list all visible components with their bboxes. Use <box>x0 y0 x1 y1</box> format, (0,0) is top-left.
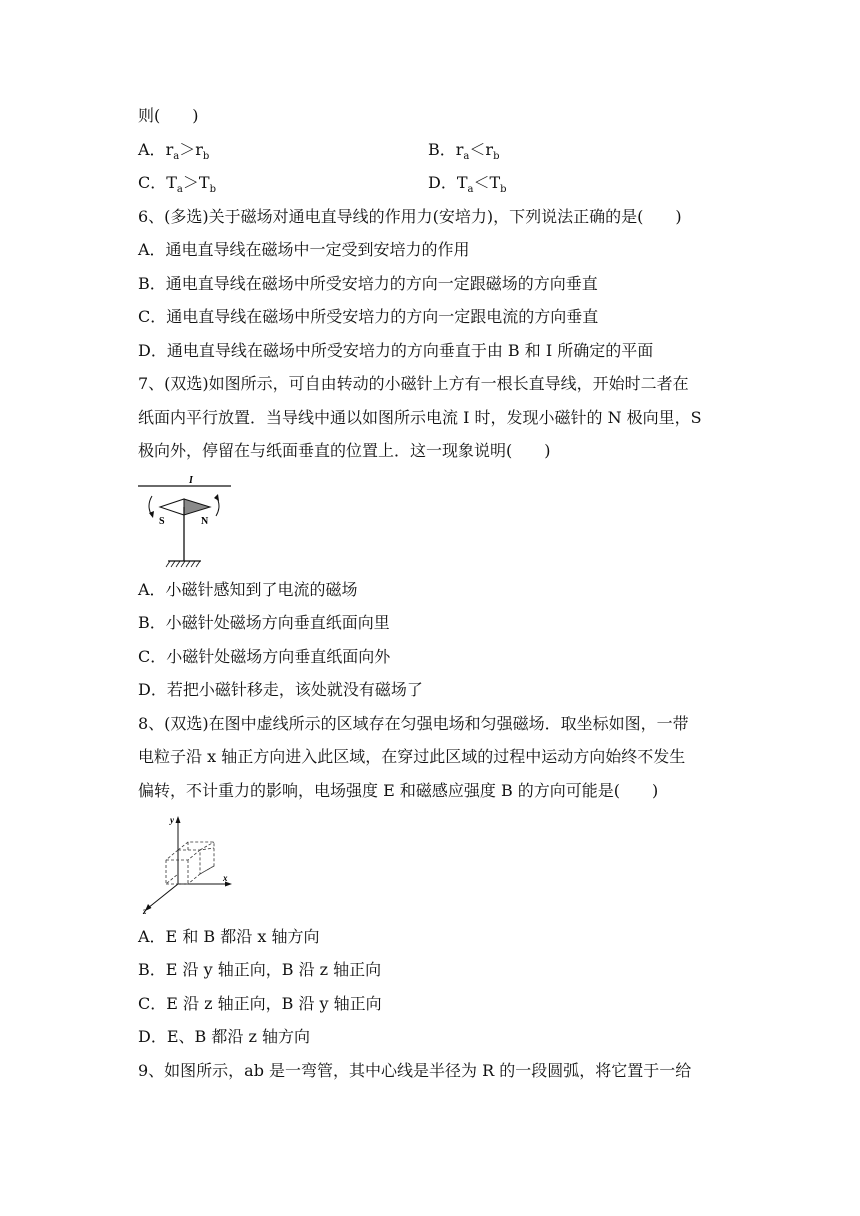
q5-option-b: B．$r_a<r_b$ <box>428 140 500 162</box>
needle-north-half <box>184 499 210 515</box>
dashed-box <box>166 842 214 884</box>
q7-compass-figure <box>138 474 238 570</box>
q7-option-a: A．小磁针感知到了电流的磁场 <box>138 580 358 599</box>
north-pole-label: N <box>201 516 209 527</box>
y-arrow <box>176 816 181 823</box>
option-letter: C． <box>138 173 167 192</box>
option-letter: A． <box>138 140 166 159</box>
q6-option-a: A．通电直导线在磁场中一定受到安培力的作用 <box>138 240 470 259</box>
south-pole-label: S <box>159 516 165 527</box>
q8-option-c: C．E 沿 z 轴正向，B 沿 y 轴正向 <box>138 994 382 1013</box>
q5-option-d: D．$T_a<T_b$ <box>428 173 507 195</box>
y-axis-label: y <box>170 815 174 825</box>
option-letter: D． <box>428 173 457 192</box>
q8-coordinate-figure <box>138 812 238 916</box>
q8-option-d: D．E、B 都沿 z 轴方向 <box>138 1027 310 1046</box>
q7-stem-line-1: 7、(双选)如图所示，可自由转动的小磁针上方有一根长直导线，开始时二者在 <box>138 374 689 393</box>
q5-option-a: A．$r_a>r_b$ <box>138 140 210 162</box>
q7-option-d: D．若把小磁针移走，该处就没有磁场了 <box>138 680 423 699</box>
x-axis-label: x <box>223 873 228 883</box>
base-hatch <box>166 561 200 567</box>
q6-stem: 6、(多选)关于磁场对通电直导线的作用力(安培力)，下列说法正确的是( ) <box>138 207 682 226</box>
q7-stem-line-3: 极向外，停留在与纸面垂直的位置上．这一现象说明( ) <box>138 441 551 460</box>
needle-south-half <box>160 499 184 515</box>
z-axis-label: z <box>143 906 147 916</box>
z-axis <box>148 884 178 908</box>
q9-stem-line-1: 9、如图所示，ab 是一弯管，其中心线是半径为 R 的一段圆弧，将它置于一给 <box>138 1061 692 1080</box>
q6-option-d: D．通电直导线在磁场中所受安培力的方向垂直于由 B 和 I 所确定的平面 <box>138 341 654 360</box>
q5-option-c: C．$T_a>T_b$ <box>138 173 216 195</box>
q8-option-b: B．E 沿 y 轴正向，B 沿 z 轴正向 <box>138 960 382 979</box>
q5-stem-tail: 则( ) <box>138 106 199 125</box>
q6-option-b: B．通电直导线在磁场中所受安培力的方向一定跟磁场的方向垂直 <box>138 274 598 293</box>
q8-option-a: A．E 和 B 都沿 x 轴方向 <box>138 927 320 946</box>
option-letter: B． <box>428 140 456 159</box>
q8-stem-line-2: 电粒子沿 x 轴正方向进入此区域，在穿过此区域的过程中运动方向始终不发生 <box>138 747 686 766</box>
q7-stem-line-2: 纸面内平行放置．当导线中通以如图所示电流 I 时，发现小磁针的 N 极向里，S <box>138 408 702 427</box>
q6-option-c: C．通电直导线在磁场中所受安培力的方向一定跟电流的方向垂直 <box>138 307 599 326</box>
q8-stem-line-1: 8、(双选)在图中虚线所示的区域存在匀强电场和匀强磁场．取坐标如图，一带 <box>138 714 689 733</box>
q7-option-c: C．小磁针处磁场方向垂直纸面向外 <box>138 647 391 666</box>
current-label: I <box>189 475 193 486</box>
q7-option-b: B．小磁针处磁场方向垂直纸面向里 <box>138 613 390 632</box>
arrow-head-right <box>214 494 219 501</box>
q8-stem-line-3: 偏转，不计重力的影响，电场强度 E 和磁感应强度 B 的方向可能是( ) <box>138 781 659 800</box>
